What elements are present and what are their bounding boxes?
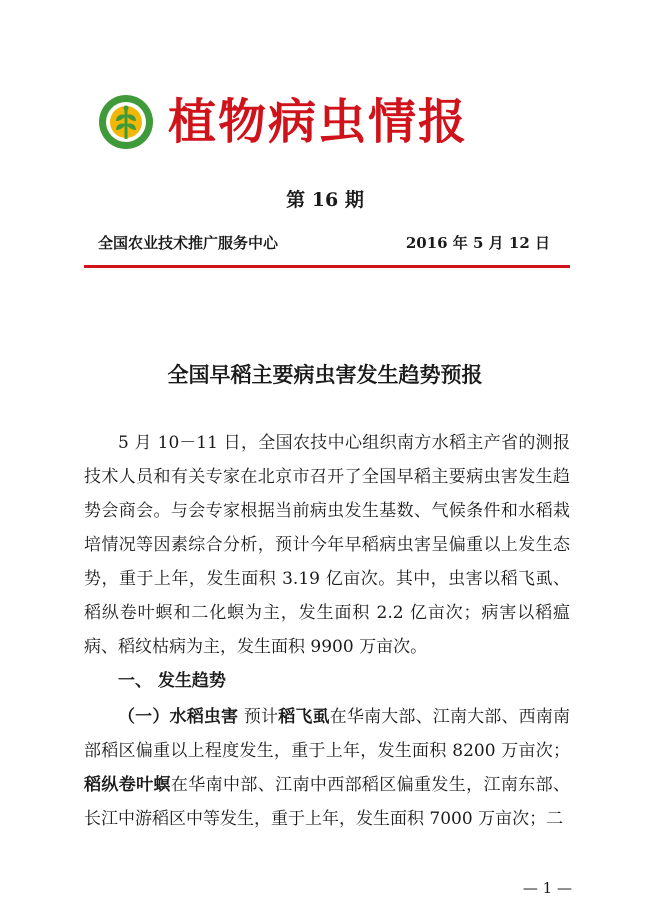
issue-number: 第 16 期 xyxy=(286,189,364,211)
publication-date: 2016 年 5 月 12 日 xyxy=(405,234,550,252)
subsection-label: （一）水稻虫害 xyxy=(118,707,239,727)
intro-paragraph: 5 月 10－11 日，全国农技中心组织南方水稻主产省的测报技术人员和有关专家在北京市召开了全国早稻主要病虫害发生趋势会商会。与会专家根据当前病虫发生基数、气候条件和水稻栽培情况等因素综合分析，预计今年早稻病虫害呈偏重以上发生态势，重于上年，发生面积 3.19 亿亩次。其中，虫害以稻飞虱、稻纵卷叶螟和二化螟为主，发生面积 2.2 亿亩次；病害以稻瘟病、稻纹枯病为主，发生面积 9900 万亩次。 xyxy=(84,433,570,657)
agriculture-logo-icon xyxy=(97,93,155,151)
article-title: 全国早稻主要病虫害发生趋势预报 xyxy=(167,362,483,387)
masthead-divider xyxy=(84,265,570,268)
paragraph-text: 在华南大部、江南大部、西南南部稻区偏重以上程度发生，重于上年，发生面积 8200 万亩次； xyxy=(84,707,571,761)
publisher: 全国农业技术推广服务中心 xyxy=(98,234,279,252)
paragraph-text: 预计 xyxy=(238,707,279,727)
page-number: — 1 — xyxy=(522,879,572,897)
masthead-title: 植物病虫情报 xyxy=(168,94,469,150)
pest-paragraph xyxy=(84,700,570,836)
section-heading: 一、 发生趋势 xyxy=(118,671,226,691)
pest-name-planthopper: 稻飞虱 xyxy=(278,707,330,727)
pest-name-leaf-roller: 稻纵卷叶螟 xyxy=(84,775,171,795)
paragraph-text: 在华南中部、江南中西部稻区偏重发生，江南东部、长江中游稻区中等发生，重于上年，发生面积 7000 万亩次；二 xyxy=(84,775,571,829)
